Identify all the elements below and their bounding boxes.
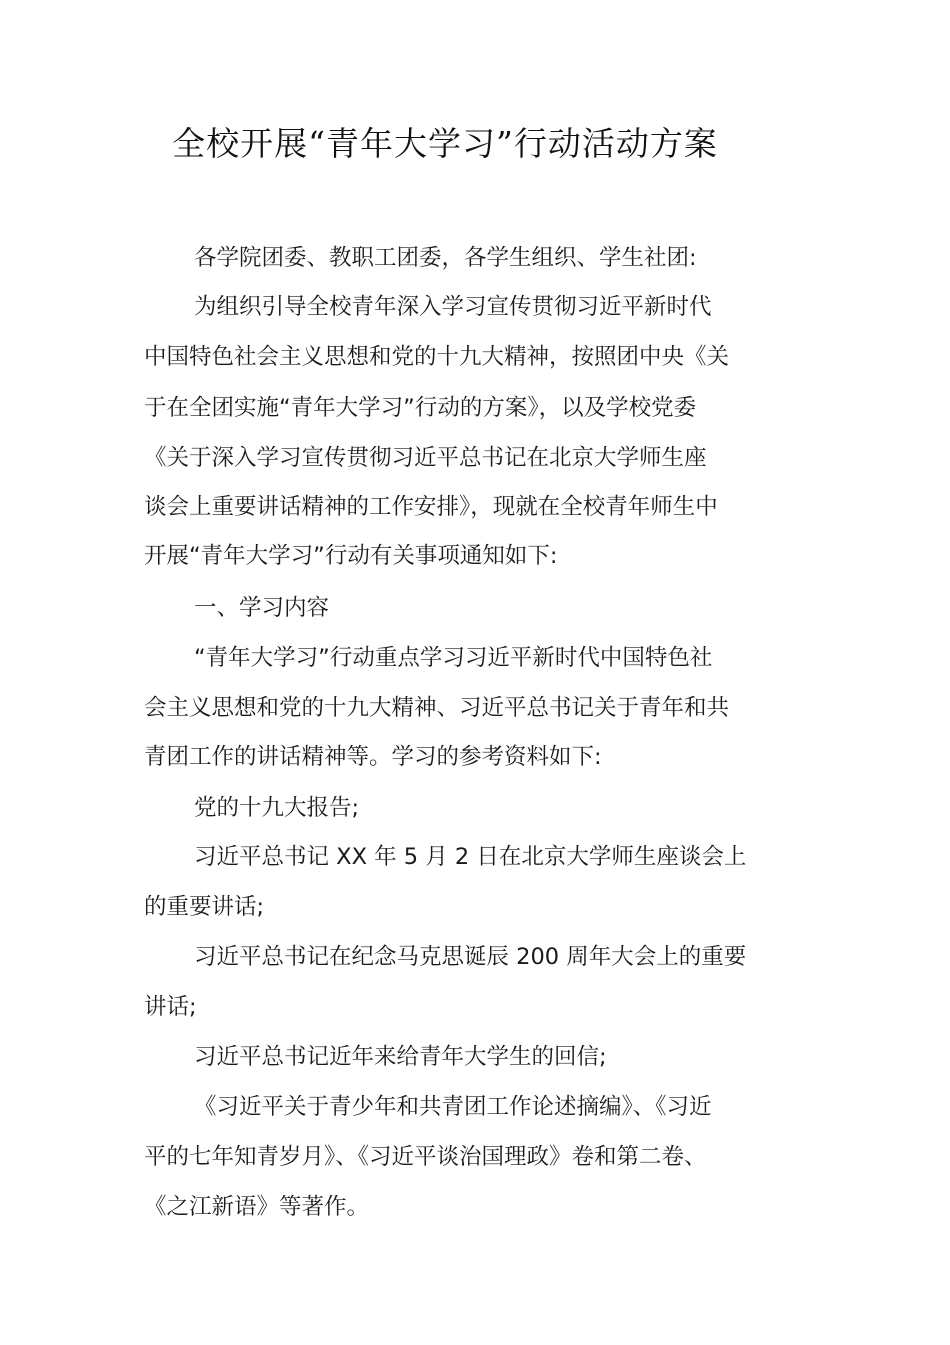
paragraph-line: 谈会上重要讲话精神的工作安排》，现就在全校青年师生中 <box>144 494 718 520</box>
reference-item: 习近平总书记近年来给青年大学生的回信; <box>194 1044 607 1070</box>
document-title: 全校开展“青年大学习”行动活动方案 <box>172 124 718 163</box>
paragraph-line: 于在全团实施“青年大学习”行动的方案》，以及学校党委 <box>144 395 697 421</box>
paragraph-line: “青年大学习”行动重点学习习近平新时代中国特色社 <box>194 645 713 671</box>
salutation-line: 各学院团委、教职工团委，各学生组织、学生社团: <box>194 245 697 271</box>
reference-item: 习近平总书记在纪念马克思诞辰 200 周年大会上的重要 <box>194 944 747 970</box>
reference-item: 讲话; <box>144 994 197 1020</box>
reference-item: 平的七年知青岁月》、《习近平谈治国理政》卷和第二卷、 <box>144 1144 707 1170</box>
paragraph-line: 开展“青年大学习”行动有关事项通知如下: <box>144 543 558 569</box>
reference-item: 《之江新语》等著作。 <box>144 1194 370 1220</box>
reference-item: 党的十九大报告; <box>194 795 360 821</box>
paragraph-line: 为组织引导全校青年深入学习宣传贯彻习近平新时代 <box>194 294 712 320</box>
reference-item: 《习近平关于青少年和共青团工作论述摘编》、《习近 <box>194 1094 712 1120</box>
paragraph-line: 会主义思想和党的十九大精神、习近平总书记关于青年和共 <box>144 695 730 721</box>
section-heading: 一、学习内容 <box>194 595 330 621</box>
reference-item: 习近平总书记 XX 年 5 月 2 日在北京大学师生座谈会上 <box>194 844 747 870</box>
paragraph-line: 《关于深入学习宣传贯彻习近平总书记在北京大学师生座 <box>144 445 707 471</box>
reference-item: 的重要讲话; <box>144 894 265 920</box>
paragraph-line: 中国特色社会主义思想和党的十九大精神，按照团中央《关 <box>144 344 730 370</box>
paragraph-line: 青团工作的讲话精神等。学习的参考资料如下: <box>144 744 602 770</box>
